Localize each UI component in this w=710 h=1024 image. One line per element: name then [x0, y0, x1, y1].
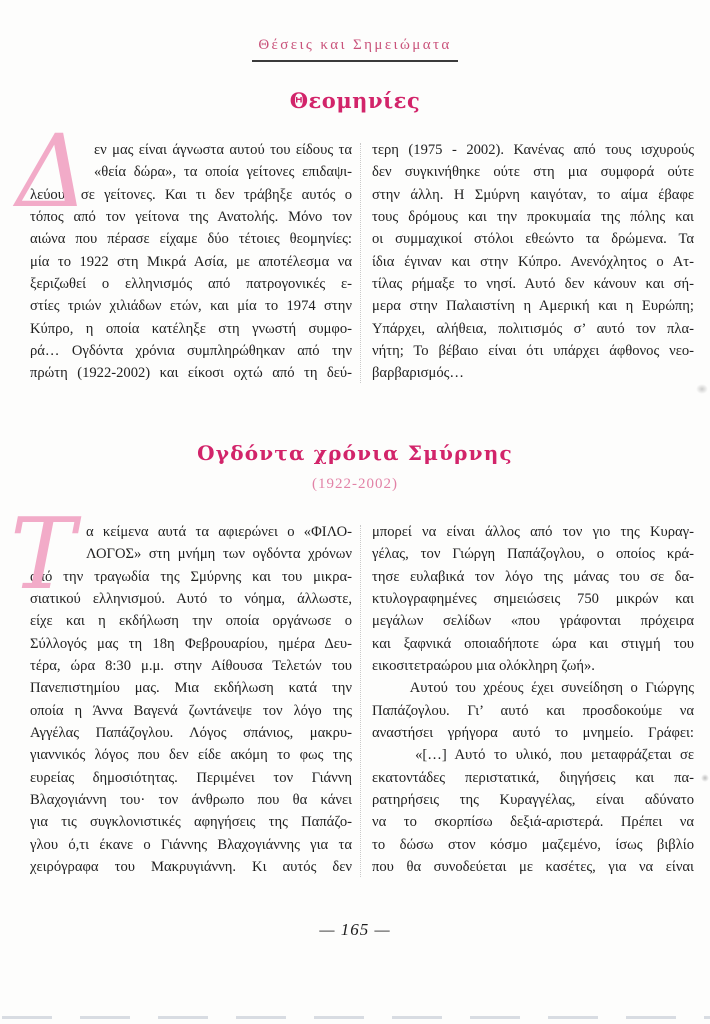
- text-line: νήτη; Το βέβαιο είναι ότι υπάρχει άφθονος νεο-: [372, 343, 694, 360]
- text-line: τερη (1975 - 2002). Κανένας από τους ισχυρούς: [372, 142, 694, 158]
- article-subtitle-years: (1922-2002): [312, 476, 398, 492]
- article-title-theomenies: Θεομηνίες: [289, 88, 421, 113]
- text-line: μεγάλων σελίδων «που γράφονται πρόχειρα: [372, 613, 694, 630]
- column-divider: [360, 143, 361, 383]
- text-line: τησε ευλαβικά τον λόγο της μάνας του σε δα-: [372, 568, 694, 585]
- text-line: Υπάρχει, αλήθεια, πολιτισμός σ’ αυτό τον πλα-: [372, 320, 694, 337]
- article-title-smyrna: Ογδόντα χρόνια Σμύρνης: [197, 441, 513, 465]
- text-line: το δώσω στον κόσμο μαζεμένο, ίσως βιβλίο: [372, 836, 694, 853]
- text-line: αναστήσει γρήγορα αυτό το μνημείο. Γράφει:: [372, 725, 694, 742]
- text-line: μία το 1922 στη Μικρά Ασία, με αποτέλεσμα να: [30, 253, 352, 270]
- column-text: [30, 139, 352, 385]
- text-line: στίες τριών χιλιάδων ετών, και μία το 1974 στην: [30, 298, 352, 315]
- text-line: ρά… Ογδόντα χρόνια συμπληρώθηκαν από την: [30, 343, 352, 360]
- text-line: Παπάζογλου. Γι’ αυτό και προσδοκούμε να: [372, 702, 694, 719]
- article-smyrna-body: [0, 498, 710, 881]
- text-line: «[…] Αυτό το υλικό, που μεταφράζεται σε: [372, 747, 694, 764]
- text-line: δεν συγκινήθηκε ούτε στη μια συμφορά ούτε: [372, 164, 694, 181]
- text-line: τέρα, ώρα 8:30 μ.μ. στην Αίθουσα Τελετών του: [30, 658, 352, 675]
- text-line: πρώτη (1922-2002) και είκοσι οχτώ από τη δεύ-: [30, 365, 352, 382]
- text-line: που θα συνοδεύεται με κασέτες, για να είναι: [372, 859, 694, 876]
- column-text: [372, 139, 694, 385]
- text-line: για τις συγκλονιστικές αφηγήσεις της Παπάζο-: [30, 814, 352, 831]
- text-line: Αγγέλας Παπάζογλου. Λόγος σπάνιος, μακρυ-: [30, 725, 352, 742]
- text-line: κτυλογραφημένες σημειώσεις 750 μικρών και: [372, 591, 694, 608]
- text-line: οποία η Άννα Βαγενά ζωντάνεψε τον λόγο της: [30, 702, 352, 719]
- text-line: εικοσιτετραώρου μια ολόκληρη ζωή».: [372, 658, 595, 675]
- article-theomenies-body: [0, 113, 710, 387]
- kicker-row: [0, 36, 710, 62]
- column-text: [30, 521, 352, 879]
- text-line: τίλας ρήμαξε το νησί. Αυτό δεν κάνουν και σή-: [372, 276, 694, 293]
- text-line: βαρβαρισμός…: [372, 365, 464, 382]
- text-line: ίδια έγιναν και στην Κύπρο. Ανενόχλητος ο Ατ-: [372, 253, 694, 270]
- page-edge-shadow: [2, 1016, 710, 1019]
- text-line: χειρόγραφα του Μακρυγιάννη. Κι αυτός δεν: [30, 859, 352, 876]
- text-line: γιαννικός λόγος που δεν είδε ακόμη το φως της: [30, 747, 352, 764]
- scan-smudge: [696, 384, 708, 394]
- text-line: μερα στην Παλαιστίνη η Αμερική και η Ευρώπη;: [372, 298, 694, 315]
- text-line: αιώνα που πέρασε είχαμε δύο τέτοιες θεομηνίες:: [30, 231, 352, 248]
- text-line: και ξαφνικά οποιαδήποτε ώρα και στιγμή του: [372, 635, 694, 652]
- column-right: [372, 139, 694, 385]
- text-line: είχε και η εκδήλωση την οποία οργάνωσε ο: [30, 613, 352, 630]
- text-line: μπορεί να είναι άλλος από τον γιο της Κυραγ-: [372, 524, 694, 540]
- text-line: Σύλλογός μας τη 18η Φεβρουαρίου, ημέρα Δευ-: [30, 635, 352, 652]
- page-number: — 165 —: [319, 920, 391, 939]
- text-line: Βλαχογιάννη του· τον άνθρωπο που θα κάνει: [30, 792, 352, 809]
- text-line: ΛΟΓΟΣ» στη μνήμη των ογδόντα χρόνων: [86, 546, 352, 563]
- text-line: «θεία δώρα», τα οποία γείτονες επιδαψι-: [94, 164, 352, 181]
- text-line: στην άλλη. Η Σμύρνη καιγόταν, το αίμα έβαφε: [372, 186, 694, 203]
- text-line: ευρείας δημοσιότητας. Περιμένει τον Γιάννη: [30, 769, 352, 786]
- column-divider: [360, 525, 361, 877]
- column-left: [16, 113, 352, 385]
- text-line: Πανεπιστημίου μας. Μια εκδήλωση κατά την: [30, 680, 352, 697]
- text-line: εκατοντάδες περιστατικά, διηγήσεις και πα-: [372, 769, 694, 786]
- column-text: [372, 521, 694, 879]
- text-line: α κείμενα αυτά τα αφιερώνει ο «ΦΙΛΟ-: [86, 524, 352, 540]
- text-line: λεύουν σε γείτονες. Και τι δεν τράβηξε αυτός ο: [30, 186, 352, 203]
- text-line: τους δρόμους και την προκυμαία της πόλης και: [372, 209, 694, 226]
- text-line: γλου ό,τι έκανε ο Γιάννης Βλαχογιάννης για τα: [30, 836, 352, 853]
- text-line: ρατηρήσεις της Κυραγγέλας, είναι αδύνατο: [372, 792, 694, 809]
- text-line: σιατικού ελληνισμού. Αυτό το νόημα, άλλωστε,: [30, 591, 352, 608]
- drop-cap-tau: Τ: [10, 498, 76, 612]
- column-left: [10, 498, 352, 879]
- text-line: οι συμμαχικοί στόλοι εθεώντο τα δρώμενα. Τα: [372, 231, 694, 248]
- text-line: γέλας, τον Γιώργη Παπάζογλου, ο οποίος κρά-: [372, 546, 694, 563]
- text-line: να το σκορπίσω δεξιά-αριστερά. Πρέπει να: [372, 814, 694, 831]
- text-line: ξεριζωθεί ο ελληνισμός από πατρογονικές ε-: [30, 276, 352, 293]
- section-kicker: Θέσεις και Σημειώματα: [252, 37, 457, 62]
- drop-cap-delta: Δ: [16, 113, 89, 230]
- scan-smudge: [701, 774, 709, 782]
- column-right: [372, 521, 694, 879]
- text-line: τόπος από τον γείτονα της Ανατολής. Μόνο τον: [30, 209, 352, 226]
- text-line: εν μας είναι άγνωστα αυτού του είδους τα: [94, 142, 352, 158]
- text-line: Αυτού του χρέους έχει συνείδηση ο Γιώργης: [372, 680, 694, 697]
- text-line: από την τραγωδία της Σμύρνης και του μικρα-: [30, 568, 352, 585]
- text-line: Κύπρο, η οποία κατέληξε στη γνωστή συμφο-: [30, 320, 352, 337]
